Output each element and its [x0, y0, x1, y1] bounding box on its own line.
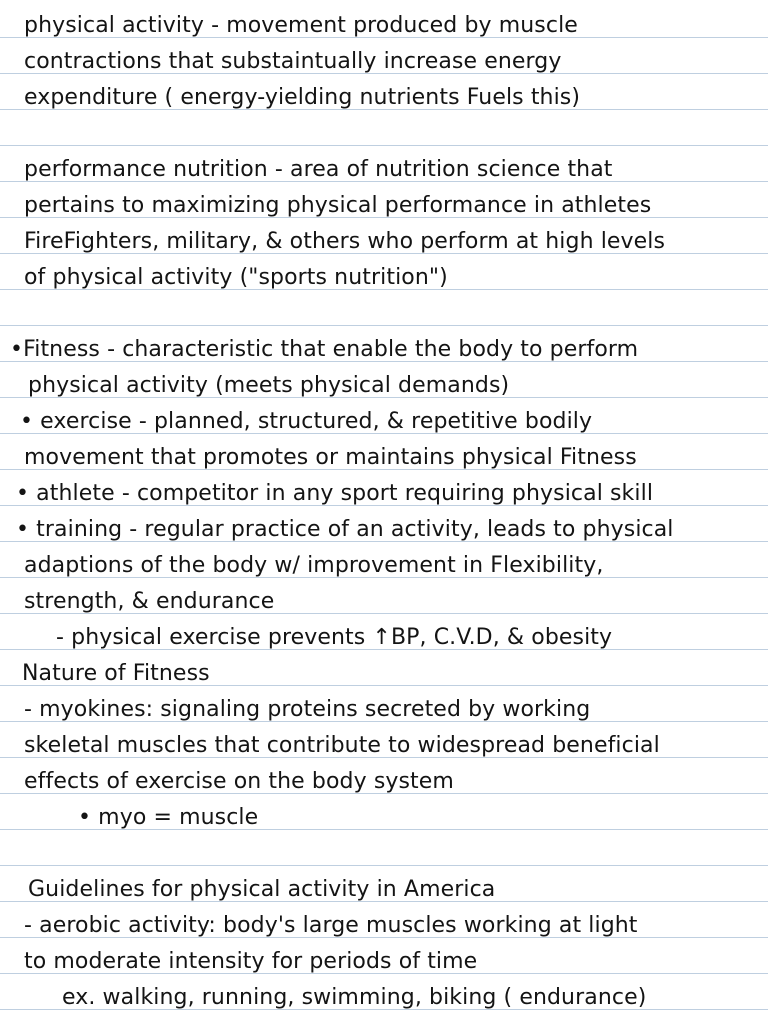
note-line: strength, & endurance: [24, 589, 275, 614]
note-line: effects of exercise on the body system: [24, 769, 454, 794]
note-line: •Fitness - characteristic that enable the body to perform: [10, 337, 639, 362]
note-line: Nature of Fitness: [22, 661, 210, 686]
note-line: Guidelines for physical activity in America: [28, 877, 496, 902]
note-line: to moderate intensity for periods of time: [24, 949, 478, 974]
note-line: performance nutrition - area of nutrition science that: [24, 157, 613, 182]
note-line: • athlete - competitor in any sport requiring physical skill: [16, 481, 654, 506]
note-line: physical activity - movement produced by muscle: [24, 13, 578, 38]
ruled-line: [0, 865, 768, 866]
ruled-line: [0, 145, 768, 146]
note-line: • myo = muscle: [78, 805, 259, 830]
note-line: physical activity (meets physical demands): [28, 373, 510, 398]
note-line: movement that promotes or maintains physical Fitness: [24, 445, 637, 470]
note-line: • exercise - planned, structured, & repetitive bodily: [20, 409, 593, 434]
note-line: expenditure ( energy-yielding nutrients Fuels this): [24, 85, 581, 110]
note-line: pertains to maximizing physical performance in athletes: [24, 193, 652, 218]
note-line: of physical activity ("sports nutrition"): [24, 265, 448, 290]
note-line: contractions that substaintually increase energy: [24, 49, 562, 74]
ruled-line: [0, 325, 768, 326]
note-line: • training - regular practice of an activity, leads to physical: [16, 517, 674, 542]
note-line: skeletal muscles that contribute to widespread beneficial: [24, 733, 660, 758]
note-line: - myokines: signaling proteins secreted by working: [24, 697, 591, 722]
note-line: FireFighters, military, & others who perform at high levels: [24, 229, 666, 254]
note-line: - aerobic activity: body's large muscles working at light: [24, 913, 638, 938]
note-line: adaptions of the body w/ improvement in Flexibility,: [24, 553, 604, 578]
note-line: ex. walking, running, swimming, biking ( endurance): [62, 985, 647, 1010]
note-line: - physical exercise prevents ↑BP, C.V.D, & obesity: [56, 625, 613, 650]
